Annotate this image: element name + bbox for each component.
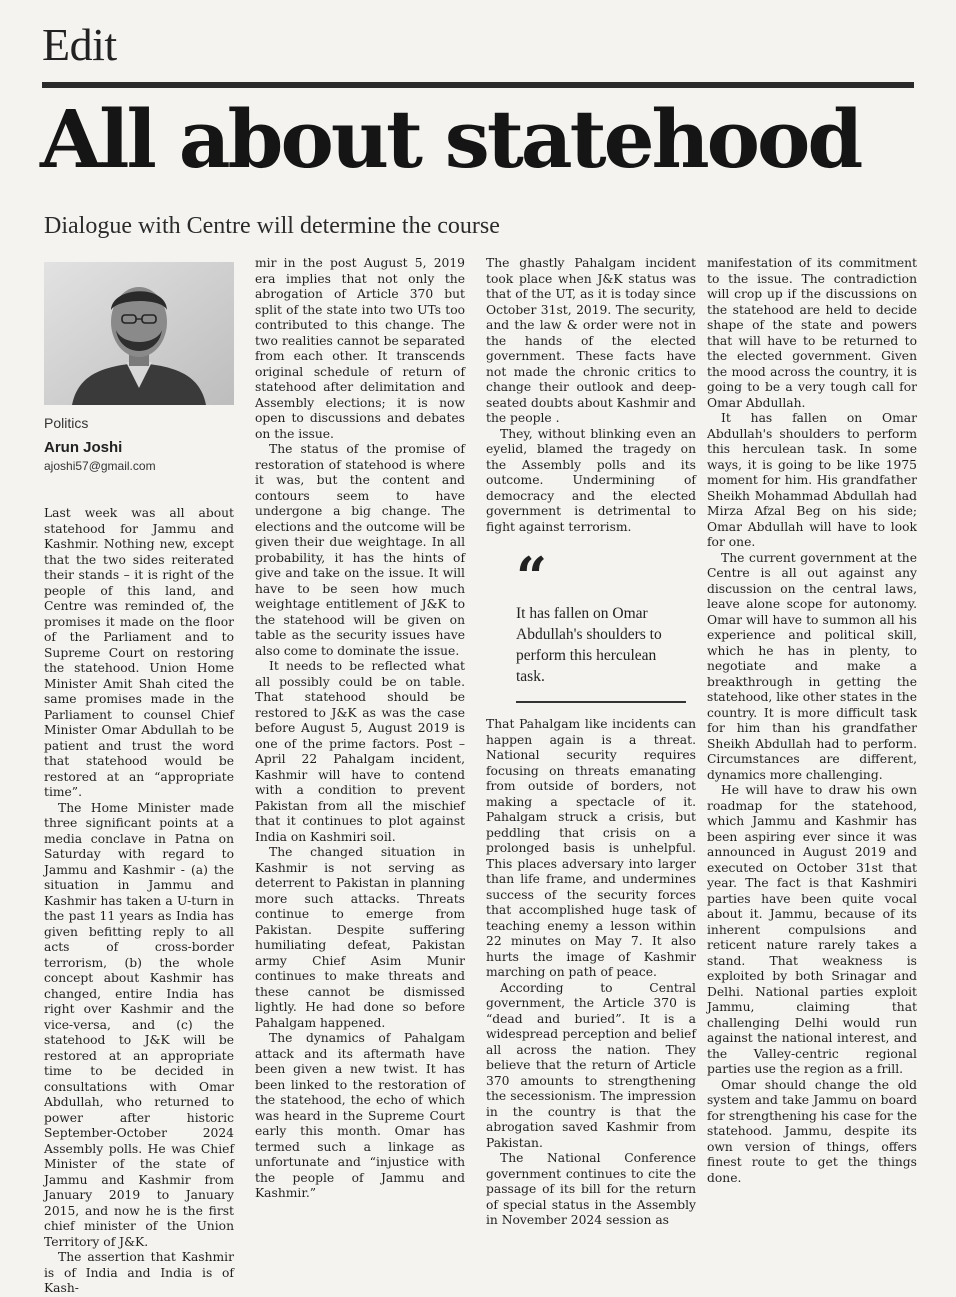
paragraph: According to Central government, the Article 370 is “dead and buried”. It is a widespread perception and belief all across the nation. They believe that the return of Article 370 amounts to strengthening the secessionism. The impression in the country is that the abrogation saved Kashmir from Pakistan. xyxy=(486,980,696,1150)
paragraph: Last week was all about statehood for Jammu and Kashmir. Nothing new, except that the two sides reiterated their stands – it is right of the people of this land, and Centre was reminded of, the promises it made on the floor of the Parliament and to Supreme Court on restoring the statehood. Union Home Minister Amit Shah cited the same promises made in the Parliament to counsel Chief Minister Omar Abdullah to be patient and trust the word that statehood would be restored at an “appropriate time”. xyxy=(44,506,234,799)
paragraph: It needs to be reflected what all possibly could be on table. That statehood should be restored to J&K as was the case before August 5, August 2019 is one of the prime factors. Post –April 22 Pahalgam incident, Kashmir will have to contend with a condition to prevent Pakistan from all the mischief that it continues to plot against India on Kashmiri soil. xyxy=(255,659,465,844)
paragraph: mir in the post August 5, 2019 era implies that not only the abrogation of Article 370 but split of the state into two UTs too contributed to this change. The two realities cannot be separated from each other. It transcends original schedule of return of statehood after delimitation and Assembly elections; it is now open to discussions and debates on the issue. xyxy=(255,256,465,441)
body-column-1 xyxy=(44,506,234,1295)
section-title: Edit xyxy=(42,19,117,70)
author-email[interactable]: ajoshi57@gmail.com xyxy=(44,459,156,473)
author-name: Arun Joshi xyxy=(44,439,123,456)
body-column-2 xyxy=(255,256,465,1200)
body-column-3 xyxy=(486,256,696,1227)
quote-mark-icon: “ xyxy=(516,545,548,609)
section-rule xyxy=(42,82,914,88)
paragraph: The National Conference government continues to cite the passage of its bill for the return of special status in the Assembly in November 2024 session as xyxy=(486,1151,696,1227)
paragraph: The current government at the Centre is all out against any discussion on the central laws, leave alone scope for autonomy. Omar will have to summon all his experience and political skill, which he has in plenty, to negotiate and make a breakthrough in getting the statehood, like other states in the country. It is more difficult task for him than his grandfather Sheikh Abdullah had to perform. Circumstances are different, dynamics more challenging. xyxy=(707,550,917,782)
paragraph: The dynamics of Pahalgam attack and its aftermath have been given a new twist. It has been linked to the restoration of the statehood, the echo of which was heard in the Supreme Court early this month. Omar has termed such a linkage as unfortunate and “injustice with the people of Jammu and Kashmir.” xyxy=(255,1031,465,1200)
paragraph: They, without blinking even an eyelid, blamed the tragedy on the Assembly polls and its outcome. Undermining of democracy and the elected government is detrimental to fight against terrorism. xyxy=(486,426,696,534)
paragraph: That Pahalgam like incidents can happen again is a threat. National security requires focusing on threats emanating from outside of borders, not making a spectacle of it. Pahalgam struck a crisis, but peddling that crisis on a prolonged basis is unhelpful. This places adversary into larger than life frame, and undermines success of the security forces that accomplished huge task of teaching enemy a lesson within 22 minutes on May 7. It also hurts the image of Kashmir marching on path of peace. xyxy=(486,717,696,979)
subheadline: Dialogue with Centre will determine the course xyxy=(44,213,500,239)
pull-quote: It has fallen on Omar Abdullah's shoulders to perform this herculean task. xyxy=(516,603,686,703)
category-label: Politics xyxy=(44,415,89,431)
body-column-4 xyxy=(707,256,917,1194)
paragraph: Omar should change the old system and take Jammu on board for strengthening his case for the statehood. Jammu, despite its own version of things, offers finest route to get the things done. xyxy=(707,1077,917,1185)
paragraph: The changed situation in Kashmir is not serving as deterrent to Pakistan in planning more such attacks. Threats continue to emerge from Pakistan. Despite suffering humiliating defeat, Pakistan army Chief Asim Munir continues to make threats and these cannot be dismissed lightly. He had done so before Pahalgam happened. xyxy=(255,845,465,1030)
paragraph: The ghastly Pahalgam incident took place when J&K status was that of the UT, as it is today since October 31st, 2019. The security, and the law & order were not in the hands of the elected government. These facts have not made the chronic critics to change their outlook and deep-seated doubts about Kashmir and the people . xyxy=(486,256,696,425)
paragraph: He will have to draw his own roadmap for the statehood, which Jammu and Kashmir has been aspiring ever since it was announced in August 2019 and executed on October 31st that year. The fact is that Kashmiri parties have been quite vocal about it. Jammu, because of its inherent compulsions and reticent nature rarely takes a stand. That weakness is exploited by both Srinagar and Delhi. National parties exploit Jammu, claiming that challenging Delhi would run against the national interest, and the Valley-centric regional parties use the region as a frill. xyxy=(707,783,917,1076)
paragraph: The Home Minister made three significant points at a media conclave in Patna on Saturday with regard to Jammu and Kashmir - (a) the situation in Jammu and Kashmir has taken a U-turn in the past 11 years as India has given befitting reply to all acts of cross-border terrorism, (b) the whole concept about Kashmir has changed, entire India has right over Kashmir and the vice-versa, and (c) the statehood to J&K will be restored at an appropriate time to be decided in consultations with Omar Abdullah, who returned to power after historic September-October 2024 Assembly polls. He was Chief Minister of the state of Jammu and Kashmir from January 2019 to January 2015, and now he is the first chief minister of the Union Territory of J&K. xyxy=(44,800,234,1249)
paragraph: It has fallen on Omar Abdullah's shoulders to perform this herculean task. In some ways, it is going to be like 1975 moment for him. His grandfather Sheikh Mohammad Abdullah had Mirza Afzal Beg on his side; Omar Abdullah will have to look for one. xyxy=(707,411,917,549)
author-photo xyxy=(44,262,234,405)
headline: All about statehood xyxy=(40,92,861,186)
paragraph: manifestation of its commitment to the issue. The contradiction will crop up if the discussions on the statehood are held to decide shape of the state and powers that will have to be returned to the elected government. Given the mood across the country, it is going to be a very tough call for Omar Abdullah. xyxy=(707,256,917,410)
paragraph: The assertion that Kashmir is of India and India is of Kash- xyxy=(44,1250,234,1295)
paragraph: The status of the promise of restoration of statehood is where it was, but the content and contours seem to have undergone a big change. The elections and the outcome will be given their due weightage. In all probability, it has the hints of give and take on the issue. It will have to be seen how much weightage entitlement of J&K to the statehood will be given on table as the security issues have also come to dominate the issue. xyxy=(255,442,465,658)
